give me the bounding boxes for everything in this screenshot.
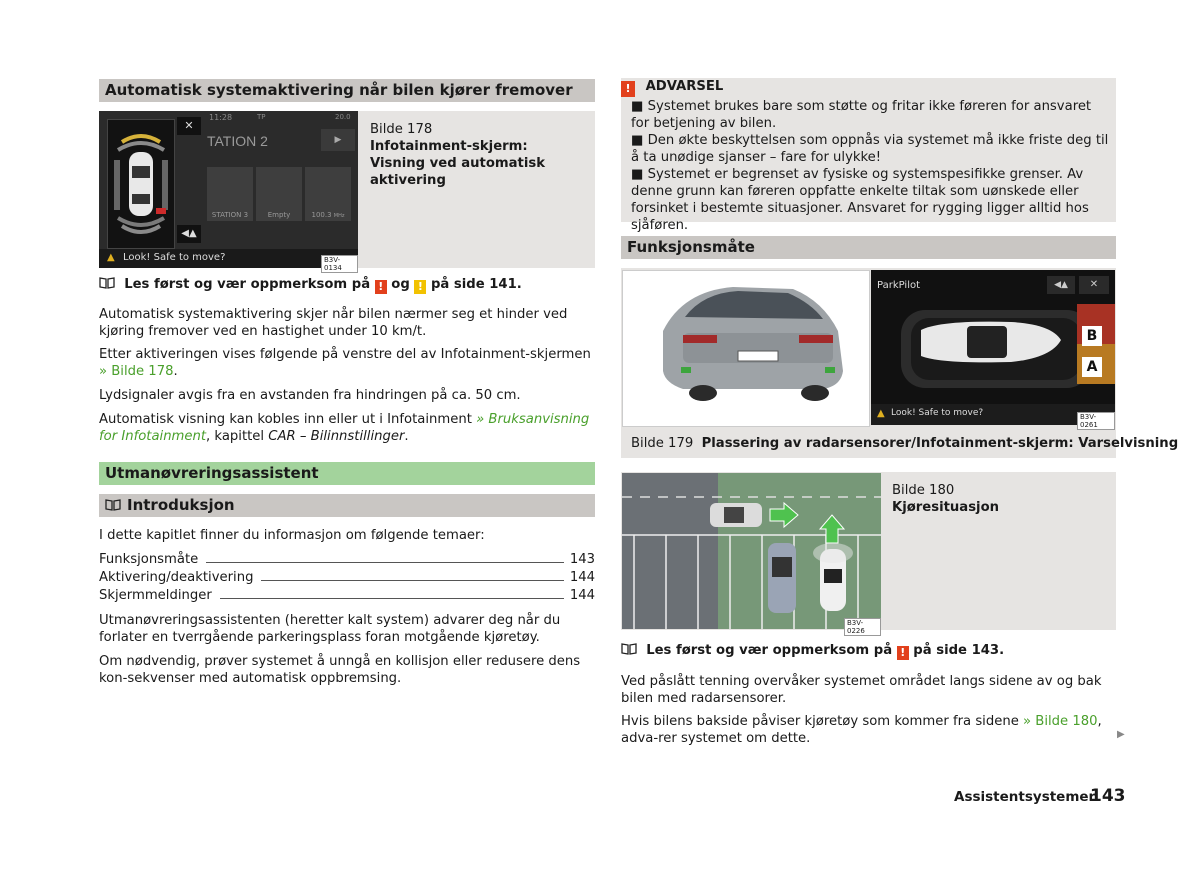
toc-row[interactable]: Aktivering/deaktivering 144	[99, 570, 595, 585]
screen-warning-text: Look! Safe to move?	[123, 252, 226, 263]
book-icon	[621, 643, 637, 655]
figure-link[interactable]: » Bilde 178	[99, 364, 174, 379]
section-heading-exit-assist: Utmanøvreringsassistent	[99, 462, 595, 485]
parkpilot-diagram	[871, 270, 1115, 425]
section-heading-auto-activation: Automatisk systemaktivering når bilen kjører fremover	[99, 79, 595, 102]
warning-triangle-icon: ▲	[107, 252, 115, 263]
preset-3[interactable]: 100.3 MHz	[305, 167, 351, 221]
warning-box	[621, 78, 1116, 233]
read-first-notice: Les først og vær oppmerksom på ! på side 143.	[621, 642, 1004, 660]
driving-situation-illustration	[622, 473, 881, 629]
figure-180	[621, 472, 1116, 635]
section-heading-function: Funksjonsmåte	[621, 236, 1116, 259]
paragraph: Ved påslått tenning overvåker systemet området langs sidene av og bak bilen med radarsensorer.	[621, 674, 1102, 706]
paragraph: Lydsignaler avgis fra en avstanden fra hindringen på ca. 50 cm.	[99, 388, 521, 403]
paragraph: Automatisk visning kan kobles inn eller ut i Infotainment » Bruksanvisning for Infotainment, kapittel CAR – Bilinnstillinger.	[99, 412, 590, 444]
warning-item: ■ Den økte beskyttelsen som oppnås via systemet må ikke friste deg til å ta unødige sjanser – fare for ulykke!	[631, 133, 1109, 165]
screen-warning-text: Look! Safe to move?	[891, 408, 984, 418]
car-rear-image	[622, 270, 870, 427]
figure-caption: Infotainment-skjerm: Visning ved automatisk aktivering	[370, 139, 545, 188]
figure-caption: Plassering av radarsensorer/Infotainment-skjerm: Varselvisning	[701, 436, 1179, 451]
warning-item: ■ Systemet brukes bare som støtte og fritar ikke føreren for ansvaret for betjening av bilen.	[631, 99, 1092, 131]
figure-label: Bilde 179	[631, 436, 694, 451]
book-icon	[105, 499, 121, 511]
speaker-icon[interactable]: ◀▲	[1047, 276, 1075, 294]
footer-section: Assistentsystemer	[954, 789, 1096, 805]
figure-label: Bilde 180	[892, 483, 955, 498]
parking-pane	[107, 119, 175, 249]
warning-title: ADVARSEL	[645, 79, 724, 94]
figure-code: B3V-0226	[844, 618, 881, 636]
screen-title: ParkPilot	[877, 280, 921, 291]
screen-time: 11:28	[209, 113, 233, 122]
continue-arrow-icon: ▶	[1117, 729, 1125, 740]
paragraph: Om nødvendig, prøver systemet å unngå en kollisjon eller redusere dens kon-sekvenser med automatisk oppbremsing.	[99, 654, 581, 686]
toc-row[interactable]: Funksjonsmåte 143	[99, 552, 595, 567]
screen-temp: 20.0	[335, 113, 351, 121]
figure-179	[621, 268, 1179, 458]
section-heading-introduction: Introduksjon	[99, 494, 595, 517]
caution-icon: !	[414, 280, 426, 294]
toc-list	[99, 549, 595, 603]
speaker-icon[interactable]: ◀▲	[177, 225, 201, 243]
close-icon[interactable]: ✕	[1079, 276, 1109, 294]
page-number: 143	[1090, 786, 1126, 806]
figure-label: Bilde 178	[370, 122, 433, 137]
warning-icon: !	[621, 81, 635, 97]
toc-row[interactable]: Skjermmeldinger 144	[99, 588, 595, 603]
book-icon	[99, 277, 115, 289]
read-first-notice: Les først og vær oppmerksom på ! og ! på side 141.	[99, 276, 522, 294]
figure-178	[99, 111, 595, 272]
car-rear-illustration	[623, 271, 869, 426]
parkpilot-screen-image	[871, 270, 1115, 429]
manual-link[interactable]: » Bruksanvisning for Infotainment	[99, 412, 590, 444]
paragraph: Automatisk systemaktivering skjer når bilen nærmer seg et hinder ved kjøring fremover ved en hastighet under 10 km/t.	[99, 307, 568, 339]
warning-icon: !	[375, 280, 387, 294]
preset-1[interactable]: STATION 3	[207, 167, 253, 221]
screen-tp: TP	[257, 113, 266, 121]
preset-2[interactable]: Empty	[256, 167, 302, 221]
figure-link[interactable]: » Bilde 180	[1023, 714, 1098, 729]
figure-caption: Kjøresituasjon	[892, 500, 1000, 515]
parking-car-diagram	[108, 120, 174, 248]
figure-code: B3V-0134	[321, 255, 358, 273]
warning-icon: !	[897, 646, 909, 660]
warning-item: ■ Systemet er begrenset av fysiske og systemspesifikke grenser. Av denne grunn kan føreren oppfatte enkelte tiltak som uønskede eller forsinket i bestemte situasjoner. Ansvaret for rygging ligger alltid hos sjåføren.	[631, 167, 1089, 233]
paragraph: Hvis bilens bakside påviser kjøretøy som kommer fra sidene » Bilde 180, adva-rer systemet om dette.	[621, 714, 1102, 746]
zone-a-label: A	[1082, 357, 1102, 377]
infotainment-screen-image	[99, 111, 358, 272]
screen-warning-bar	[871, 404, 1115, 429]
driving-situation-image	[622, 473, 881, 635]
play-icon[interactable]: ▶	[321, 129, 355, 151]
screen-warning-bar	[99, 249, 358, 272]
zone-b-label: B	[1082, 326, 1102, 346]
paragraph: Utmanøvreringsassistenten (heretter kalt system) advarer deg når du forlater en tverrgående parkeringsplass foran motgående kjøretøy.	[99, 613, 561, 645]
paragraph: I dette kapitlet finner du informasjon om følgende temaer:	[99, 528, 485, 543]
figure-code: B3V-0261	[1077, 412, 1115, 430]
warning-triangle-icon: ▲	[877, 408, 885, 419]
close-icon[interactable]: ✕	[177, 117, 201, 135]
screen-station: TATION 2	[207, 133, 268, 149]
paragraph: Etter aktiveringen vises følgende på venstre del av Infotainment-skjermen » Bilde 178.	[99, 347, 591, 379]
